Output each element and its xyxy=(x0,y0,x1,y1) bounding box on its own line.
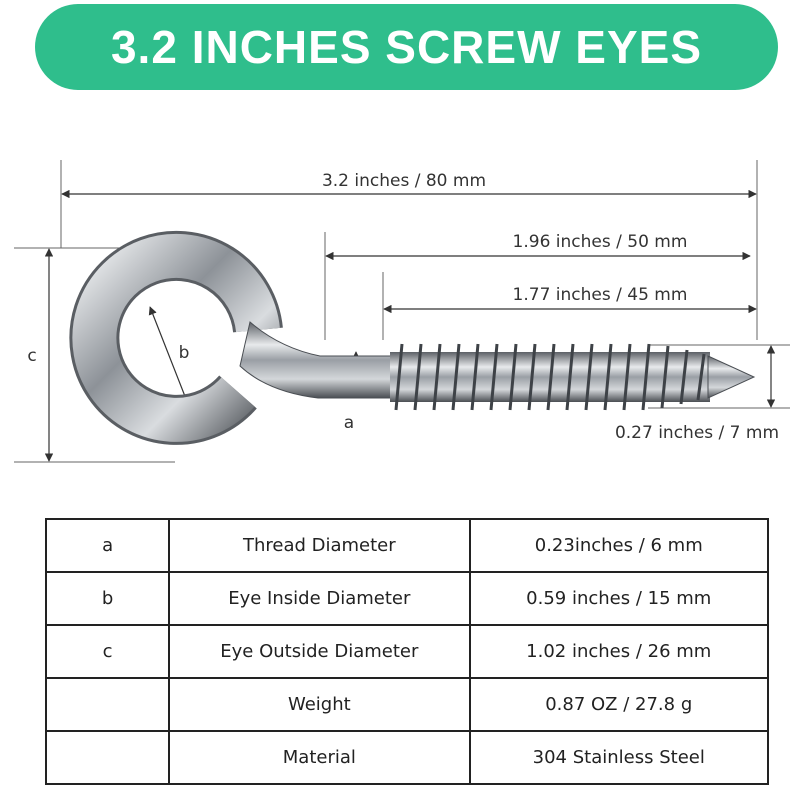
label-b: b xyxy=(178,343,190,363)
row-key: c xyxy=(46,625,169,678)
row-name: Eye Inside Diameter xyxy=(169,572,469,625)
spec-table xyxy=(45,518,769,785)
table-row xyxy=(46,678,768,731)
row-key xyxy=(46,731,169,784)
row-key xyxy=(46,678,169,731)
row-value: 0.59 inches / 15 mm xyxy=(470,572,769,625)
row-value: 304 Stainless Steel xyxy=(470,731,769,784)
thread-dia-label: 0.27 inches / 7 mm xyxy=(614,423,780,443)
shank-length-label: 1.96 inches / 50 mm xyxy=(512,232,688,252)
row-name: Eye Outside Diameter xyxy=(169,625,469,678)
table-row xyxy=(46,731,768,784)
row-name: Material xyxy=(169,731,469,784)
row-name: Thread Diameter xyxy=(169,519,469,572)
label-a: a xyxy=(343,413,355,433)
row-value: 1.02 inches / 26 mm xyxy=(470,625,769,678)
table-row xyxy=(46,572,768,625)
row-key: b xyxy=(46,572,169,625)
thread-length-label: 1.77 inches / 45 mm xyxy=(512,285,688,305)
row-value: 0.87 OZ / 27.8 g xyxy=(470,678,769,731)
table-row xyxy=(46,519,768,572)
row-name: Weight xyxy=(169,678,469,731)
banner-title: 3.2 INCHES SCREW EYES xyxy=(110,21,703,73)
table-row xyxy=(46,625,768,678)
screw-eye-image xyxy=(94,256,754,420)
row-key: a xyxy=(46,519,169,572)
row-value: 0.23inches / 6 mm xyxy=(470,519,769,572)
label-c: c xyxy=(27,346,37,366)
overall-length-label: 3.2 inches / 80 mm xyxy=(321,171,487,191)
